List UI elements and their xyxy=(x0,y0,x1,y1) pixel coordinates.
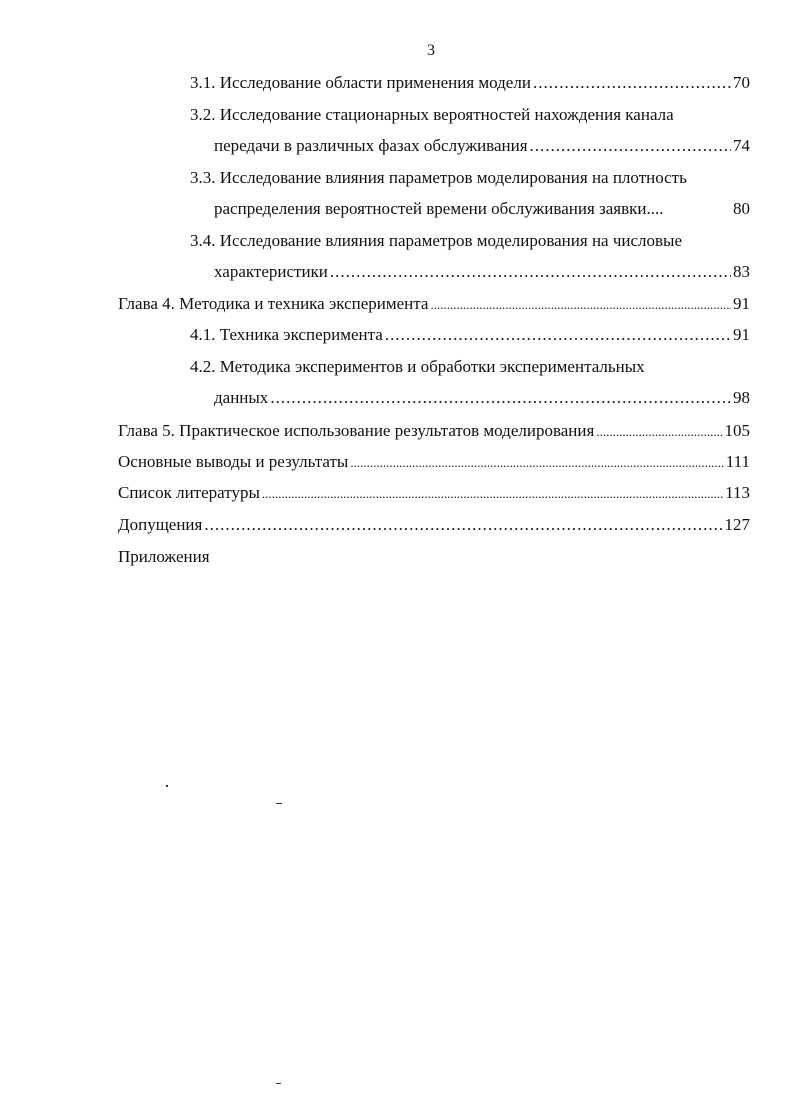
toc-entry-title: Список литературы xyxy=(118,483,260,502)
toc-entry-page: 111 xyxy=(725,452,750,471)
toc-entry-title: характеристики xyxy=(214,262,328,281)
toc-entry-3-3-line2 xyxy=(214,198,750,220)
toc-entry-4-1 xyxy=(190,324,750,346)
toc-entry-title: 3.1. Исследование области применения модели xyxy=(190,73,531,92)
toc-entry-page: 91 xyxy=(733,294,750,313)
toc-entry-title: Глава 4. Методика и техника эксперимента xyxy=(118,294,429,313)
dot-leader xyxy=(262,483,723,504)
toc-entry-title: Допущения xyxy=(118,515,203,534)
scan-speck xyxy=(276,1083,281,1084)
toc-entry-title: 4.1. Техника эксперимента xyxy=(190,325,383,344)
page-number: 3 xyxy=(427,42,435,59)
toc-entry-3-3-line1: 3.3. Исследование влияния параметров моделирования на плотность xyxy=(190,168,687,187)
toc-entry-title: данных xyxy=(214,388,269,407)
toc-entry-page: 127 xyxy=(724,515,750,534)
scan-speck xyxy=(166,785,168,787)
toc-entry-page: 105 xyxy=(724,421,750,440)
toc-entry-page: 70 xyxy=(733,73,750,92)
dot-leader xyxy=(330,261,731,283)
toc-entry-3-2-line2 xyxy=(214,135,750,157)
scan-speck xyxy=(276,803,282,804)
toc-entry-title: передачи в различных фазах обслуживания xyxy=(214,136,528,155)
dot-leader xyxy=(530,135,731,157)
toc-entry-assumptions xyxy=(118,514,750,536)
toc-entry-chapter-4 xyxy=(118,293,750,315)
dot-leader xyxy=(596,421,722,442)
toc-entry-page: 113 xyxy=(725,483,750,502)
dot-leader xyxy=(270,387,731,409)
toc-entry-title: Основные выводы и результаты xyxy=(118,452,349,471)
toc-entry-3-1 xyxy=(190,72,750,94)
toc-entry-page: 98 xyxy=(733,388,750,407)
toc-entry-3-4-line2 xyxy=(214,261,750,283)
toc-entry-references xyxy=(118,482,750,504)
toc-entry-4-2-line1: 4.2. Методика экспериментов и обработки экспериментальных xyxy=(190,357,645,376)
toc-entry-appendices: Приложения xyxy=(118,547,210,566)
toc-entry-page: 80 xyxy=(733,199,750,218)
toc-entry-chapter-5 xyxy=(118,420,750,442)
toc-entry-title: Глава 5. Практическое использование результатов моделирования xyxy=(118,421,595,440)
toc-entry-3-4-line1: 3.4. Исследование влияния параметров моделирования на числовые xyxy=(190,231,683,250)
toc-entry-page: 74 xyxy=(733,136,750,155)
toc-entry-3-2-line1: 3.2. Исследование стационарных вероятностей нахождения канала xyxy=(190,105,674,124)
dot-leader xyxy=(204,514,722,536)
toc-entry-page: 83 xyxy=(733,262,750,281)
toc-entry-4-2-line2 xyxy=(214,387,750,409)
dot-leader xyxy=(533,72,731,94)
toc-entry-title: распределения вероятностей времени обслуживания заявки.... xyxy=(214,199,664,218)
toc-entry-conclusions xyxy=(118,451,750,473)
toc-entry-page: 91 xyxy=(733,325,750,344)
dot-leader xyxy=(385,324,731,346)
dot-leader xyxy=(430,294,731,315)
dot-leader xyxy=(350,452,723,473)
